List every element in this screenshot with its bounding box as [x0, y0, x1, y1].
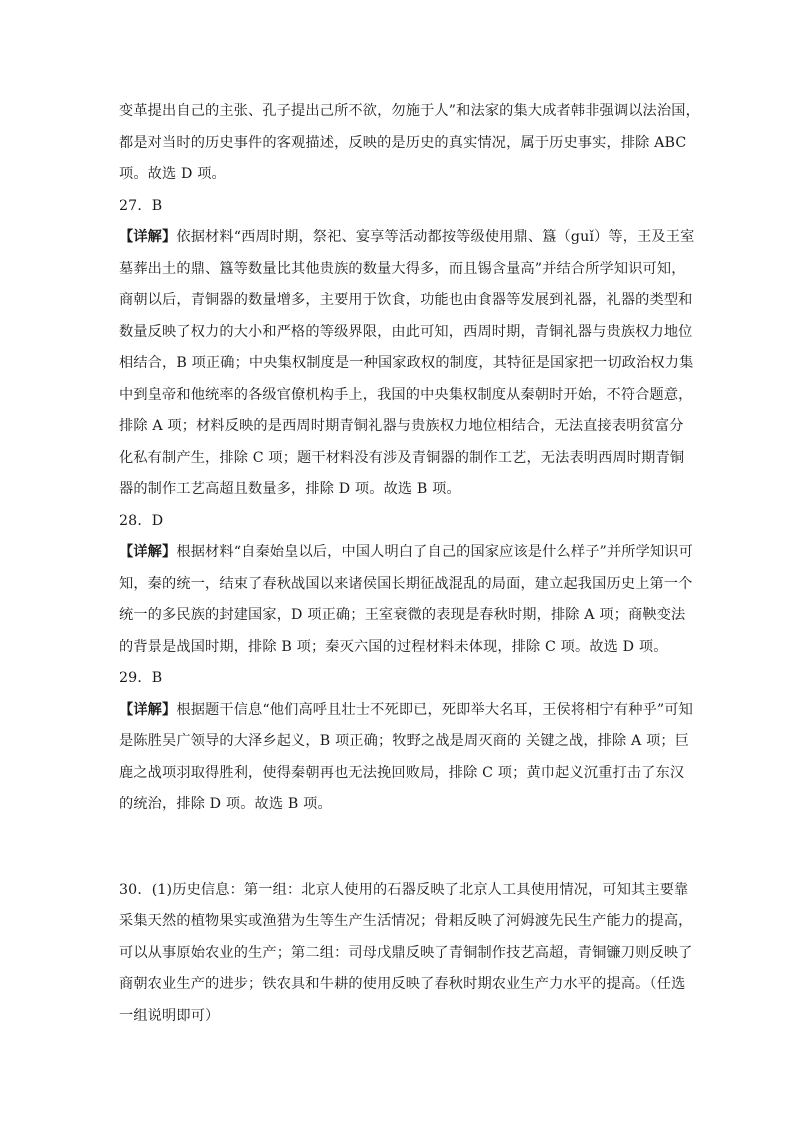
- text-line: 变革提出自己的主张、孔子提出己所不欲，勿施于人”和法家的集大成者韩非强调以法治国，: [119, 103, 700, 119]
- q30-block: [119, 875, 693, 1033]
- text-line: 数量反映了权力的大小和严格的等级界限，由此可知，西周时期，青铜礼器与贵族权力地位: [119, 323, 693, 340]
- text-line: [119, 537, 693, 569]
- q27-block: [119, 191, 695, 506]
- text-line: 中到皇帝和他统率的各级官僚机构手上，我国的中央集权制度从秦朝时开始，不符合题意，: [119, 386, 693, 403]
- text-line-content: 根据材料“自秦始皇以后，中国人明白了自己的国家应该是什么样子”并所学知识可: [176, 544, 693, 560]
- text-line: 相结合，B 项正确；中央集权制度是一种国家政权的制度，其特征是国家把一切政治权力集: [119, 355, 694, 371]
- q29-block: [119, 663, 693, 821]
- text-line: 项。故选 D 项。: [119, 166, 226, 182]
- text-line: 可以从事原始农业的生产；第二组：司母戊鼎反映了青铜制作技艺高超，青铜镰刀则反映了: [119, 944, 693, 961]
- q29-answer: 29．B: [119, 670, 163, 686]
- text-line: 都是对当时的历史事件的客观描述，反映的是历史的真实情况，属于历史事实，排除 ABC: [119, 134, 687, 151]
- text-line: 是陈胜吴广领导的大泽乡起义，B 项正确；牧野之战是周灭商的 关键之战，排除 A 项；巨: [119, 733, 690, 749]
- q26-explanation-tail: [119, 96, 700, 191]
- text-line: 一组说明即可）: [119, 1007, 220, 1024]
- text-line: 化私有制产生，排除 C 项；题干材料没有涉及青铜器的制作工艺，无法表明西周时期青铜: [119, 449, 685, 466]
- q27-answer: 27．B: [119, 197, 163, 214]
- explanation-tag: 【详解】: [119, 544, 177, 560]
- text-line: [119, 222, 695, 254]
- text-line-content: 依据材料“西周时期，祭祀、宴享等活动都按等级使用鼎、簋（guǐ）等，王及王室: [176, 229, 695, 245]
- text-line: 墓葬出土的鼎、簋等数量比其他贵族的数量大得多，而且锡含量高”并结合所学知识可知，: [119, 260, 686, 277]
- text-line: 30．(1)历史信息：第一组：北京人使用的石器反映了北京人工具使用情况，可知其主要靠: [119, 881, 689, 898]
- q28-block: [119, 506, 693, 664]
- explanation-tag: 【详解】: [119, 229, 177, 245]
- text-line: 的背景是战国时期，排除 B 项；秦灭六国的过程材料未体现，排除 C 项。故选 D 项。: [119, 638, 668, 655]
- text-line: [119, 695, 693, 727]
- text-line-content: 根据题干信息“他们高呼且壮士不死即已，死即举大名耳，王侯将相宁有种乎”可知: [176, 701, 693, 718]
- text-line: 的统治，排除 D 项。故选 B 项。: [119, 796, 332, 812]
- text-line: 采集天然的植物果实或渔猎为生等生产生活情况；骨耜反映了河姆渡先民生产能力的提高，: [119, 913, 693, 929]
- section-spacer: [119, 821, 675, 875]
- text-line: 鹿之战项羽取得胜利，使得秦朝再也无法挽回败局，排除 C 项；黄巾起义沉重打击了东汉: [119, 764, 685, 781]
- text-line: 商朝以后，青铜器的数量增多，主要用于饮食，功能也由食器等发展到礼器，礼器的类型和: [119, 292, 693, 308]
- text-line: 器的制作工艺高超且数量多，排除 D 项。故选 B 项。: [119, 481, 461, 497]
- text-line: 商朝农业生产的进步；铁农具和牛耕的使用反映了春秋时期农业生产力水平的提高。（任选: [119, 976, 686, 992]
- explanation-tag: 【详解】: [119, 701, 177, 718]
- text-line: 统一的多民族的封建国家，D 项正确；王室衰微的表现是春秋时期，排除 A 项；商鞅变法: [119, 607, 686, 623]
- q28-answer: 28．D: [119, 512, 164, 529]
- document-page: [119, 96, 700, 1032]
- text-line: 知，秦的统一，结束了春秋战国以来诸侯国长期征战混乱的局面，建立起我国历史上第一个: [119, 575, 693, 592]
- text-line: 排除 A 项；材料反映的是西周时期青铜礼器与贵族权力地位相结合，无法直接表明贫富分: [119, 418, 684, 434]
